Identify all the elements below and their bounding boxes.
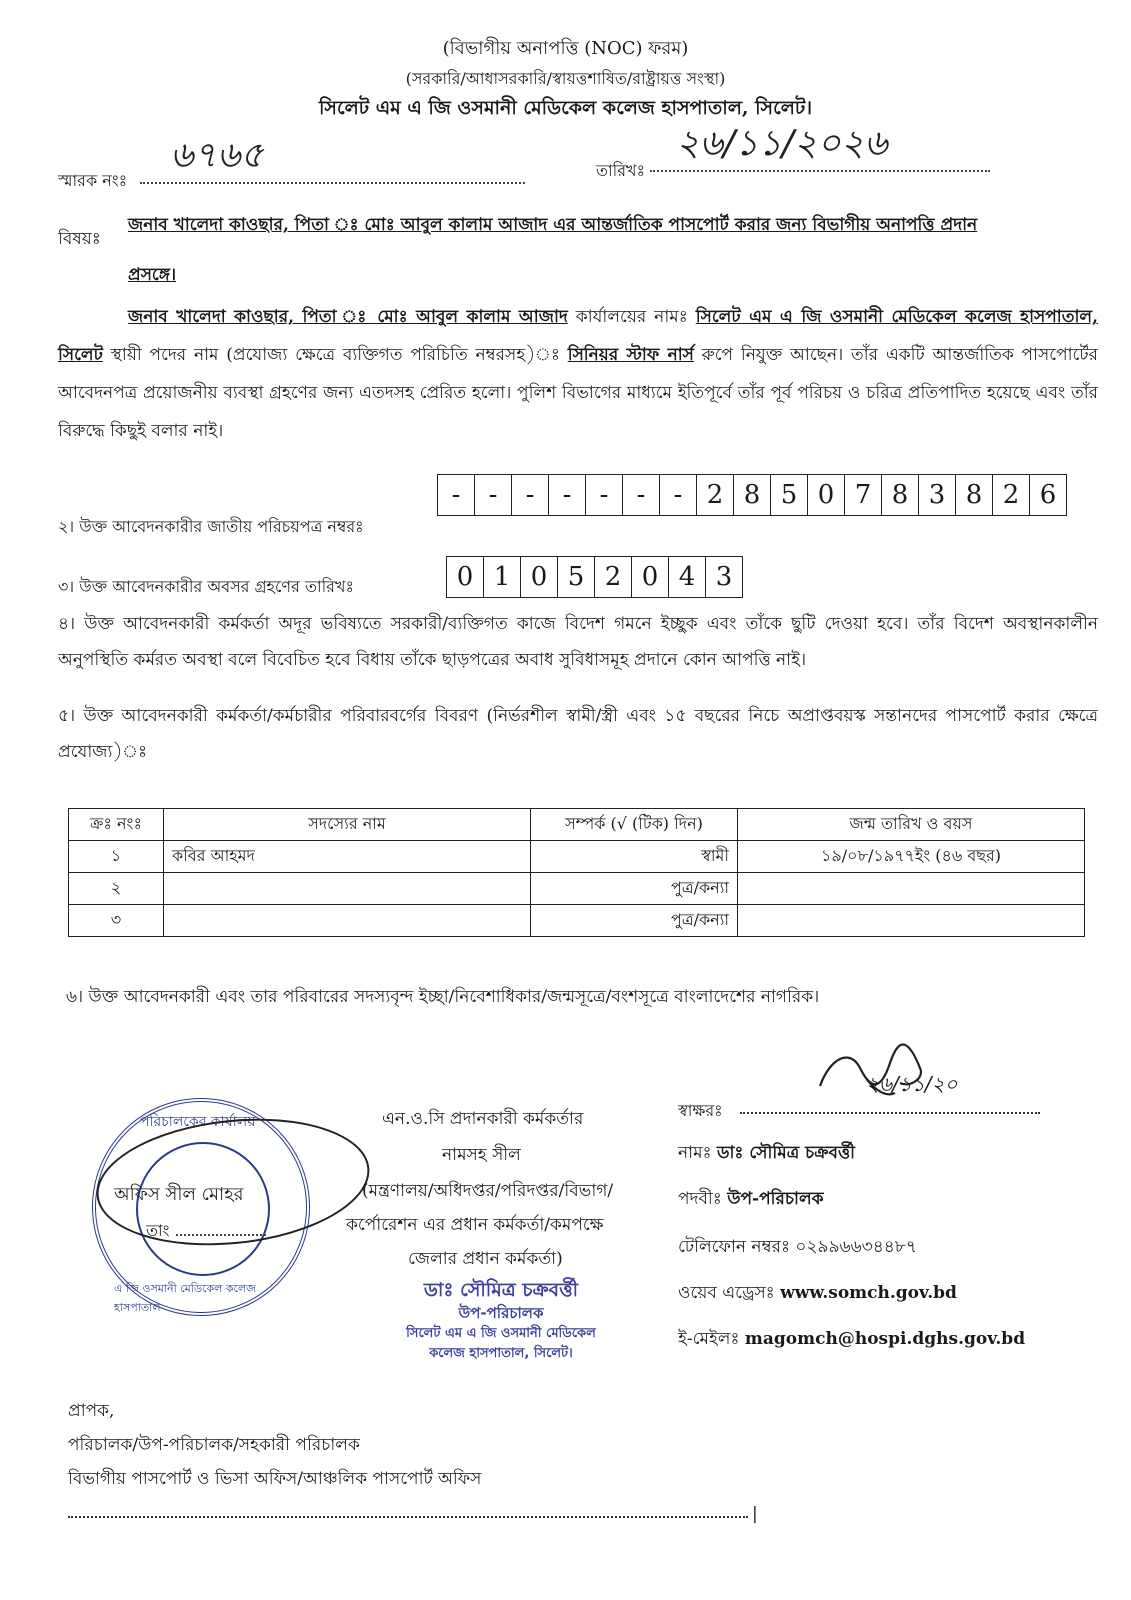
retire-digit-box: 0 xyxy=(447,557,484,597)
signatory-name-label: নামঃ xyxy=(678,1143,717,1163)
office-name: সিলেট এম এ জি ওসমানী মেডিকেল কলেজ হাসপাতাল, সিলেট xyxy=(58,307,1099,365)
stamp-post: উপ-পরিচালক xyxy=(458,1304,544,1322)
subject-text: জনাব খালেদা কাওছার, পিতা ঃ মোঃ আবুল কালাম আজাদ এর আন্তর্জাতিক পাসপোর্ট করার জন্য বিভাগীয় অনাপত্তি প্রদান xyxy=(128,215,978,235)
row-dob xyxy=(738,905,1085,937)
post-name: সিনিয়র স্টাফ নার্স xyxy=(567,345,694,365)
recipient-line3: বিভাগীয় পাসপোর্ট ও ভিসা অফিস/আঞ্চলিক পাসপোর্ট অফিস xyxy=(68,1469,482,1489)
nid-digit-box: - xyxy=(623,475,660,515)
signatory-email-row xyxy=(678,1326,1025,1354)
row-name xyxy=(164,873,531,905)
row-dob xyxy=(738,873,1085,905)
retire-digit-box: 0 xyxy=(521,557,558,597)
institution-name: সিলেট এম এ জি ওসমানী মেডিকেল কলেজ হাসপাতাল, সিলেট। xyxy=(318,97,813,119)
seal-date-label: তাং xyxy=(146,1221,170,1240)
row-name: কবির আহমদ xyxy=(164,841,531,873)
form-subtitle: (সরকারি/আধাসরকারি/স্বায়ত্তশাষিত/রাষ্ট্রায়ত্ত সংস্থা) xyxy=(405,69,726,88)
stamp-org-line1: সিলেট এম এ জি ওসমানী মেডিকেল xyxy=(406,1326,596,1341)
noc-officer-line5: জেলার প্রধান কর্মকর্তা) xyxy=(408,1249,563,1269)
nid-digit-box: - xyxy=(475,475,512,515)
table-row xyxy=(69,841,1085,873)
signatory-email-label: ই-মেইলঃ xyxy=(678,1329,745,1349)
nid-label: ২। উক্ত আবেদনকারীর জাতীয় পরিচয়পত্র নম্বরঃ xyxy=(58,517,364,536)
signature-date: ২৬/১১/২০ xyxy=(866,1072,958,1096)
applicant-name: জনাব খালেদা কাওছার, পিতা ঃ মোঃ আবুল কালাম আজাদ xyxy=(128,307,568,327)
recipient-dotline xyxy=(68,1516,748,1518)
body-rest: রুপে নিযুক্ত আছেন। তাঁর একটি আন্তর্জাতিক পাসপোর্টের আবেদনপত্র প্রয়োজনীয় ব্যবস্থা গ্রহণের জন্য এতদসহ প্রেরিত হলো। পুলিশ বিভাগের মাধ্যমে ইতিপূর্বে তাঁর পূর্ব পরিচয় ও চরিত্র প্রতিপাদিত হয়েছে এবং তাঁর বিরুদ্ধে কিছুই বলার নাই। xyxy=(58,345,1098,441)
noc-officer-line2: নামসহ সীল xyxy=(442,1145,521,1165)
signatory-web: www.somch.gov.bd xyxy=(780,1283,957,1303)
row-relation: স্বামী xyxy=(531,841,738,873)
item-6: ৬। উক্ত আবেদনকারী এবং তার পরিবারের সদস্যবৃন্দ ইচ্ছা/নিবেশাধিকার/জন্মসূত্রে/বংশসূত্রে বাংলাদেশের নাগরিক। xyxy=(66,987,820,1007)
nid-digit-box: 2 xyxy=(993,475,1030,515)
nid-digit-box: 0 xyxy=(808,475,845,515)
nid-number-boxes xyxy=(437,474,1067,516)
nid-digit-box: 2 xyxy=(697,475,734,515)
signature-label: স্বাক্ষরঃ xyxy=(678,1101,723,1120)
retire-date-boxes xyxy=(446,556,743,598)
seal-top-text: পরিচালকের কার্যালয় xyxy=(140,1114,256,1130)
stamp-name: ডাঃ সৌমিত্র চক্রবর্ত্তী xyxy=(423,1279,579,1301)
table-row xyxy=(69,873,1085,905)
row-relation: পুত্র/কন্যা xyxy=(531,873,738,905)
nid-digit-box: - xyxy=(660,475,697,515)
item-5: ৫। উক্ত আবেদনকারী কর্মকর্তা/কর্মচারীর পরিবারবর্গের বিবরণ (নির্ভরশীল স্বামী/স্ত্রী এবং ১৫ বছরের নিচে অপ্রাপ্তবয়স্ক সন্তানদের পাসপোর্ট করার ক্ষেত্রে প্রযোজ্য)ঃ xyxy=(58,706,1098,762)
nid-digit-box: 7 xyxy=(845,475,882,515)
signatory-web-label: ওয়েব এড্রেসঃ xyxy=(678,1283,781,1303)
recipient-line1: প্রাপক, xyxy=(68,1401,115,1421)
noc-officer-line4: কর্পোরেশন এর প্রধান কর্মকর্তা/কমপক্ষে xyxy=(346,1215,604,1235)
row-serial: ১ xyxy=(69,841,164,873)
date-label: তারিখঃ xyxy=(596,161,646,180)
row-relation: পুত্র/কন্যা xyxy=(531,905,738,937)
signatory-post-label: পদবীঃ xyxy=(678,1189,728,1209)
signatory-name-row xyxy=(678,1140,855,1168)
office-label: কার্যালয়ের নামঃ xyxy=(567,307,696,327)
nid-digit-box: 6 xyxy=(1039,480,1057,510)
body-paragraph xyxy=(58,298,1098,450)
nid-digit-box: - xyxy=(438,475,475,515)
retire-label: ৩। উক্ত আবেদনকারীর অবসর গ্রহণের তারিখঃ xyxy=(58,577,355,596)
row-serial: ৩ xyxy=(69,905,164,937)
family-table xyxy=(68,808,1085,937)
col-header-serial: ক্রঃ নংঃ xyxy=(69,809,164,841)
signatory-name: ডাঃ সৌমিত্র চক্রবর্ত্তী xyxy=(716,1143,855,1163)
stamp-org-line2: কলেজ হাসপাতাল, সিলেট। xyxy=(429,1346,573,1361)
post-label: স্থায়ী পদের নাম (প্রযোজ্য ক্ষেত্রে ব্যক্তিগত পরিচিতি নম্বরসহ)ঃ xyxy=(102,345,568,365)
retire-digit-box: 3 xyxy=(715,562,733,592)
form-title: (বিভাগীয় অনাপত্তি (NOC) ফরম) xyxy=(442,38,689,59)
retire-digit-box: 1 xyxy=(484,557,521,597)
subject-label: বিষয়ঃ xyxy=(58,229,101,249)
recipient-line2: পরিচালক/উপ-পরিচালক/সহকারী পরিচালক xyxy=(68,1435,360,1455)
nid-digit-box: 8 xyxy=(734,475,771,515)
nid-digit-box: 5 xyxy=(771,475,808,515)
noc-officer-line1: এন.ও.সি প্রদানকারী কর্মকর্তার xyxy=(382,1109,584,1129)
memo-number: ৬৭৬৫ xyxy=(170,135,264,176)
row-dob: ১৯/০৮/১৯৭৭ইং (৪৬ বছর) xyxy=(738,841,1085,873)
item-4: ৪। উক্ত আবেদনকারী কর্মকর্তা অদূর ভবিষ্যতে সরকারী/ব্যক্তিগত কাজে বিদেশ গমনে ইচ্ছুক এবং তাঁকে ছুটি দেওয়া হবে। তাঁর বিদেশ অবস্থানকালীন অনুপস্থিতি কর্মরত অবস্থা বলে বিবেচিত হবে বিধায় তাঁকে ছাড়পত্রের অবাধ সুবিধাসমূহ প্রদানে কোন আপত্তি নাই। xyxy=(58,614,1098,670)
col-header-name: সদস্যের নাম xyxy=(164,809,531,841)
col-header-relation: সম্পর্ক (√ (টিক) দিন) xyxy=(531,809,738,841)
signatory-phone: ০২৯৯৬৬৩৪৪৮৭ xyxy=(795,1237,917,1257)
col-header-dob: জন্ম তারিখ ও বয়স xyxy=(738,809,1085,841)
retire-digit-box: 4 xyxy=(669,557,706,597)
retire-digit-box: 5 xyxy=(558,557,595,597)
subject-text-cont: প্রসঙ্গে। xyxy=(128,265,177,285)
seal-date-dotline xyxy=(176,1234,266,1236)
memo-label: স্মারক নংঃ xyxy=(58,171,128,190)
signatory-post: উপ-পরিচালক xyxy=(727,1189,824,1209)
row-name xyxy=(164,905,531,937)
nid-digit-box: - xyxy=(512,475,549,515)
signatory-post-row xyxy=(678,1186,824,1214)
nid-digit-box: - xyxy=(549,475,586,515)
table-header-row xyxy=(69,809,1085,841)
seal-center-text: অফিস সীল মোহর xyxy=(114,1184,244,1205)
nid-digit-box: - xyxy=(586,475,623,515)
retire-digit-box: 2 xyxy=(595,557,632,597)
retire-digit-box: 0 xyxy=(632,557,669,597)
seal-bottom-text: এ জি ওসমানী মেডিকেল কলেজ হাসপাতাল xyxy=(114,1282,256,1314)
table-row xyxy=(69,905,1085,937)
signatory-web-row xyxy=(678,1280,957,1308)
row-serial: ২ xyxy=(69,873,164,905)
recipient-line-end: | xyxy=(752,1504,758,1524)
signatory-email: magomch@hospi.dghs.gov.bd xyxy=(744,1329,1026,1349)
nid-digit-box: 8 xyxy=(956,475,993,515)
signatory-phone-label: টেলিফোন নম্বরঃ xyxy=(678,1237,796,1257)
noc-officer-line3: (মন্ত্রণালয়/অধিদপ্তর/পরিদপ্তর/বিভাগ/ xyxy=(362,1181,614,1201)
nid-digit-box: 8 xyxy=(882,475,919,515)
signatory-phone-row xyxy=(678,1234,917,1262)
signature-dotline xyxy=(740,1112,1040,1114)
date-value: ২৬/১১/২০২৬ xyxy=(676,123,888,164)
nid-digit-box: 3 xyxy=(919,475,956,515)
